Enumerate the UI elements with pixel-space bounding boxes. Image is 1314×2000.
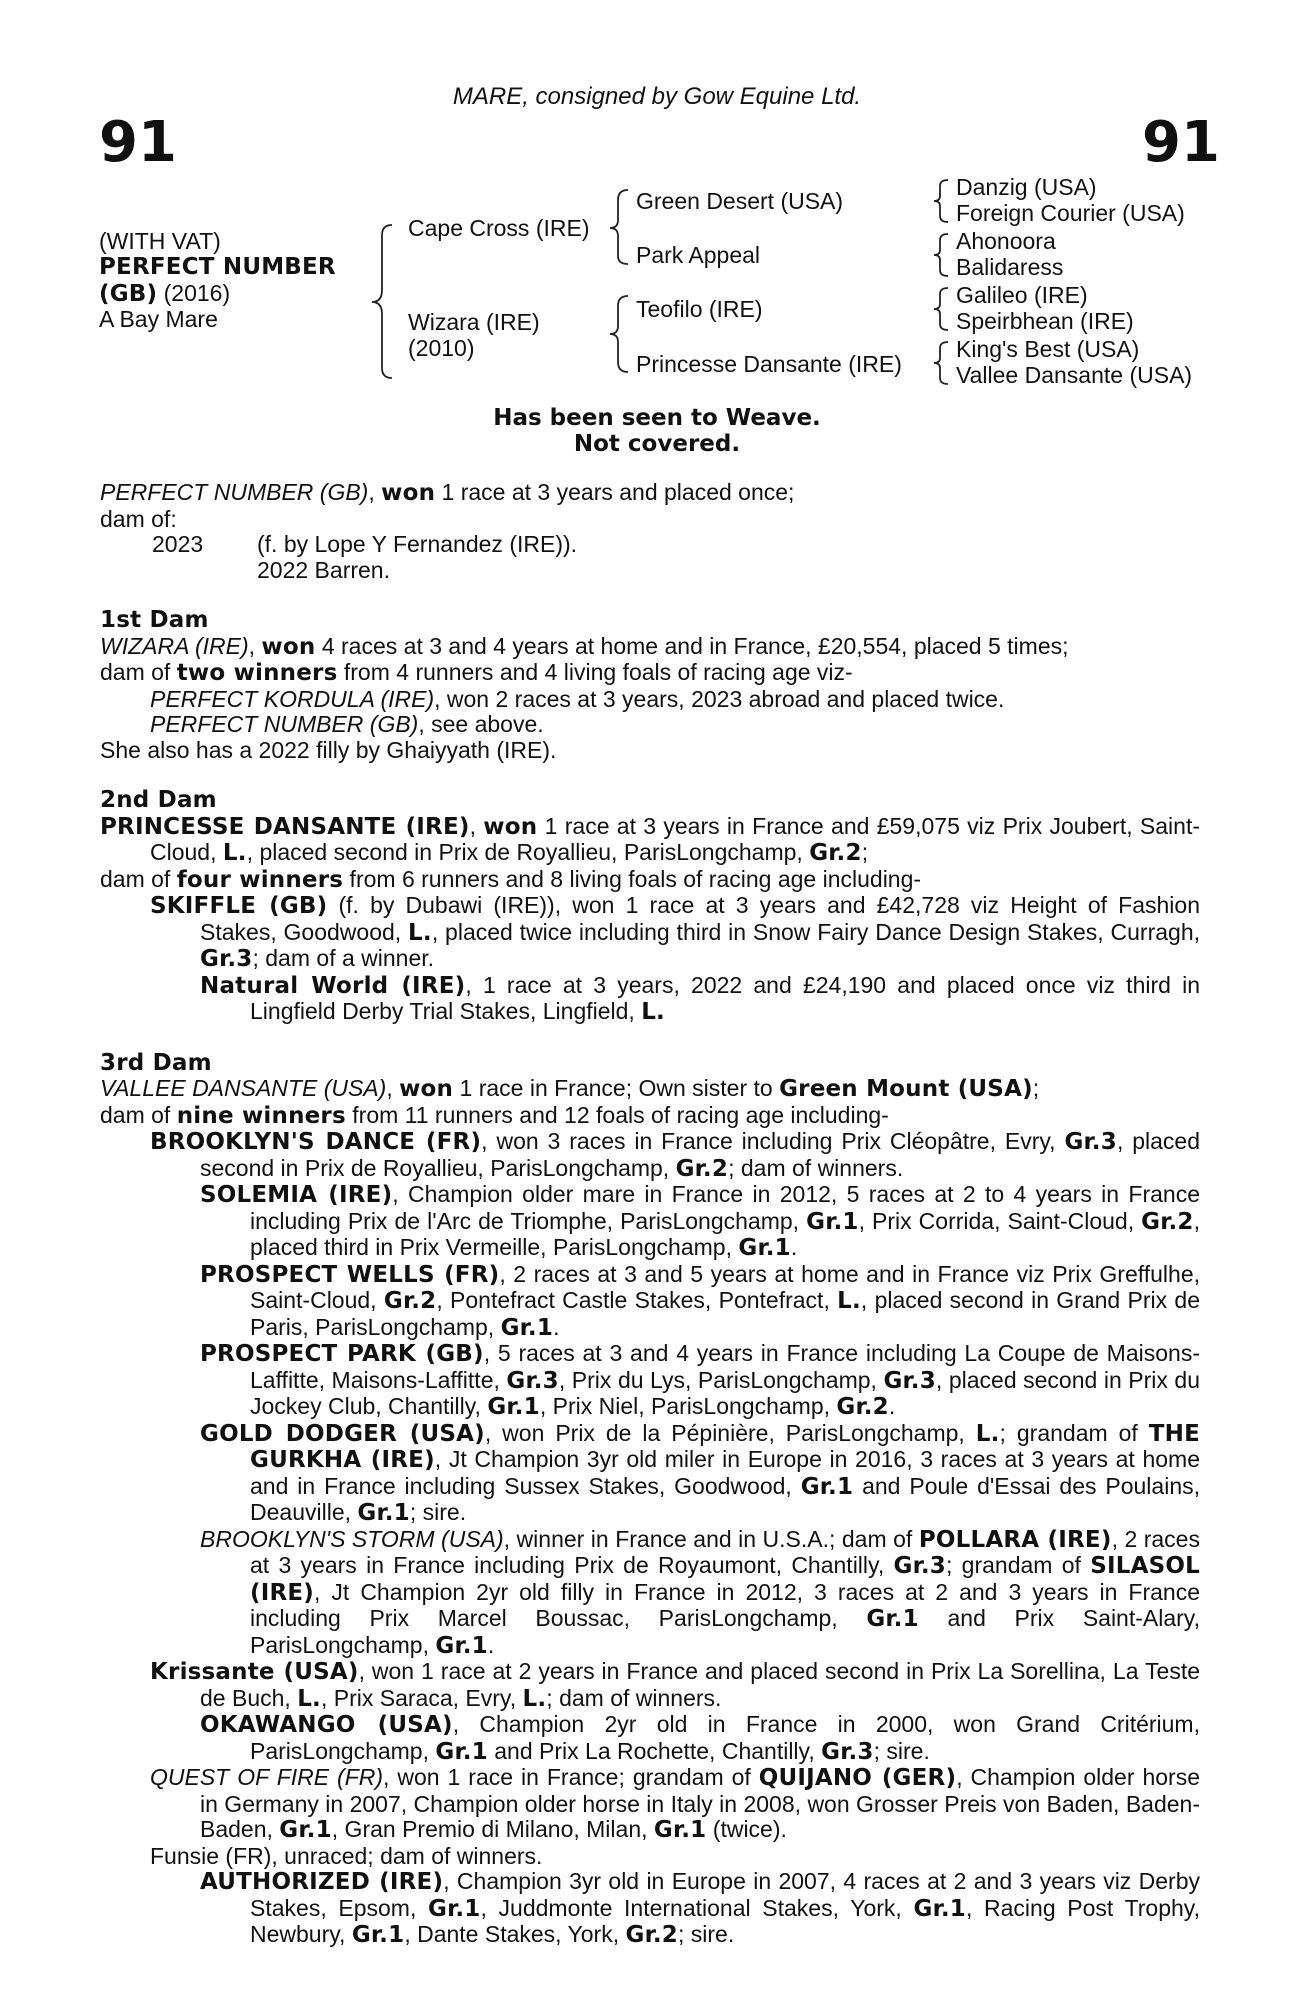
pp-gr1: Gr.1	[487, 1394, 540, 1420]
first-dam-progeny-2	[100, 712, 1200, 738]
first-dam-dam-post: from 4 runners and 4 living foals of racing age viz-	[337, 659, 853, 685]
horse-year: (2016)	[157, 280, 231, 306]
au-text-2: , Juddmonte International Stakes, York,	[480, 1894, 914, 1921]
pedigree-sire: Cape Cross (IRE)	[408, 215, 590, 241]
gold-dodger-name: GOLD DODGER (USA)	[200, 1420, 485, 1447]
pedigree-dam-year: (2010)	[408, 335, 475, 361]
pw-gr1: Gr.1	[500, 1314, 554, 1341]
pp-text-3: , placed second in Prix du Jockey Club, Chantilly,	[250, 1366, 1200, 1419]
skiffle-gr3: Gr.3	[200, 946, 253, 972]
so-gr1b: Gr.1	[738, 1235, 791, 1261]
second-dam-listed: L.	[222, 840, 247, 866]
pp-gr3: Gr.3	[506, 1367, 559, 1394]
second-dam-dam-pre: dam of	[100, 865, 177, 892]
third-dam-r1: 1 race in France; Own sister to	[453, 1075, 780, 1101]
bs-gr1: Gr.1	[866, 1606, 919, 1632]
vat-label: (WITH VAT)	[99, 228, 221, 254]
skiffle-s2: , placed twice including third in Snow Fairy Dance Design Stakes, Curragh,	[431, 918, 1200, 945]
qf-text-3: , Gran Premio di Milano, Milan,	[331, 1816, 654, 1842]
produce-foal	[100, 532, 1200, 558]
bs-text-6: .	[487, 1631, 495, 1658]
horse-origin: (GB)	[99, 281, 158, 307]
first-dam-dam-pre: dam of	[100, 659, 177, 685]
pp-text-4: , Prix Niel, ParisLongchamp,	[539, 1393, 837, 1419]
pw-gr2: Gr.2	[383, 1288, 437, 1314]
bs-text-2: , 2 races at 3 years in France including Prix de Royaumont, Chantilly,	[250, 1525, 1200, 1578]
ok-text-3: ; sire.	[873, 1737, 930, 1764]
so-text-4: .	[790, 1234, 798, 1260]
pedigree-g5: Galileo (IRE)	[956, 282, 1088, 308]
bs-text-3: ; grandam of	[946, 1552, 1091, 1578]
third-dam-winners: nine winners	[176, 1102, 346, 1129]
produce-barren: 2022 Barren.	[257, 556, 390, 583]
progeny-2-rest: , see above.	[418, 711, 544, 737]
pp-text-2: , Prix du Lys, ParisLongchamp,	[558, 1366, 884, 1393]
qf-text-2: , Champion older horse in Germany in 2007, Champion older horse in Italy in 2008, won Grosser Preis von Baden, Baden-Baden,	[200, 1764, 1200, 1842]
consignment-line: MARE, consigned by Gow Equine Ltd.	[452, 83, 862, 110]
bs-gr3: Gr.3	[893, 1553, 946, 1579]
bd-gr3: Gr.3	[1064, 1129, 1117, 1155]
third-dam-dam-post: from 11 runners and 12 foals of racing age including-	[345, 1101, 889, 1128]
kr-text-2: , Prix Saraca, Evry,	[320, 1684, 523, 1711]
progeny-2-name: PERFECT NUMBER (GB)	[150, 711, 419, 737]
krissante-entry	[100, 1659, 1200, 1712]
bs-text-4: , Jt Champion 2yr old filly in France in 2012, 3 races at 2 and 3 years in France including Prix Marcel Boussac, ParisLongchamp,	[250, 1578, 1200, 1631]
gd-text-5: ; sire.	[409, 1499, 467, 1525]
note-weave: Has been seen to Weave.	[493, 405, 821, 431]
so-text-1: , Champion older mare in France in 2012, 5 races at 2 to 4 years in France including Prix de l'Arc de Triomphe, ParisLongchamp,	[250, 1181, 1200, 1234]
authorized-entry	[100, 1869, 1200, 1949]
second-dam-produce-summary	[100, 867, 1200, 894]
produce-year: 2023	[152, 531, 204, 557]
gold-dodger-entry	[100, 1421, 1200, 1527]
pp-gr3b: Gr.3	[883, 1367, 936, 1394]
natural-world-name: Natural World (IRE)	[200, 972, 466, 999]
pedigree-g1: Danzig (USA)	[956, 174, 1097, 200]
natural-world-listed: L.	[641, 999, 665, 1025]
gd-listed: L.	[975, 1420, 1000, 1447]
produce-record: PERFECT NUMBER (GB), won 1 race at 3 years and placed once;	[100, 479, 795, 506]
quest-of-fire-name: QUEST OF FIRE (FR)	[150, 1764, 384, 1790]
natural-world-entry	[100, 973, 1200, 1026]
produce-won: won	[381, 480, 436, 506]
third-dam-sister: Green Mount (USA)	[779, 1076, 1033, 1102]
third-dam-record: VALLEE DANSANTE (USA), won 1 race in France; Own sister to Green Mount (USA);	[100, 1075, 1040, 1102]
third-dam-r2: ;	[1032, 1075, 1040, 1101]
progeny-1-name: PERFECT KORDULA (IRE)	[150, 685, 435, 712]
qf-gr1b: Gr.1	[653, 1817, 707, 1843]
second-dam-heading: 2nd Dam	[100, 787, 217, 813]
solemia-name: SOLEMIA (IRE)	[200, 1182, 393, 1208]
skiffle-s1: (f. by Dubawi (IRE)), won 1 race at 3 years and £42,728 viz Height of Fashion Stakes, Goodwood,	[200, 892, 1200, 945]
bd-text-2: , placed second in Prix de Royallieu, ParisLongchamp,	[200, 1128, 1201, 1181]
first-dam-produce-summary	[100, 660, 1200, 687]
ok-text-1: , Champion 2yr old in France in 2000, won Grand Critérium, ParisLongchamp,	[250, 1711, 1200, 1764]
au-gr1: Gr.1	[428, 1895, 481, 1922]
skiffle-s3: ; dam of a winner.	[252, 945, 435, 971]
qf-text-4: (twice).	[706, 1816, 787, 1842]
solemia-entry	[100, 1182, 1200, 1262]
skiffle-listed: L.	[408, 919, 432, 946]
bs-text-5: and Prix Saint-Alary, ParisLongchamp,	[250, 1605, 1200, 1658]
note-not-covered: Not covered.	[573, 430, 741, 457]
bs-gr1b: Gr.1	[435, 1632, 488, 1659]
gd-gr1: Gr.1	[800, 1473, 854, 1500]
the-gurkha-name: THE GURKHA (IRE)	[250, 1420, 1200, 1473]
second-dam-name: PRINCESSE DANSANTE (IRE)	[100, 813, 470, 840]
pedigree-dam-dam: Princesse Dansante (IRE)	[636, 351, 902, 377]
kr-listed-2: L.	[522, 1685, 547, 1712]
qf-gr1: Gr.1	[279, 1817, 332, 1843]
au-text-5: ; sire.	[677, 1921, 735, 1947]
prospect-wells-name: PROSPECT WELLS (FR)	[200, 1261, 500, 1288]
second-dam-winners: four winners	[176, 866, 344, 893]
second-dam-r2: , placed second in Prix de Royallieu, ParisLongchamp,	[246, 839, 810, 865]
bd-text-1: , won 3 races in France including Prix Cléopâtre, Evry,	[481, 1128, 1065, 1154]
ok-text-2: and Prix La Rochette, Chantilly,	[487, 1737, 822, 1764]
progeny-1-rest: , won 2 races at 3 years, 2023 abroad and placed twice.	[434, 685, 1005, 712]
pedigree-g8: Vallee Dansante (USA)	[956, 362, 1193, 388]
third-dam-heading: 3rd Dam	[100, 1049, 212, 1076]
gd-text-3: , Jt Champion 3yr old miler in Europe in 2016, 3 races at 3 years at home and in France including Sussex Stakes, Goodwood,	[250, 1446, 1200, 1499]
first-dam-winners: two winners	[176, 660, 338, 686]
so-gr1: Gr.1	[806, 1208, 859, 1235]
pedigree-g7: King's Best (USA)	[956, 336, 1140, 362]
produce-foal-detail: (f. by Lope Y Fernandez (IRE)).	[257, 531, 578, 557]
brooklyns-storm-entry	[100, 1527, 1200, 1660]
catalogue-body	[100, 480, 1200, 1949]
okawango-name: OKAWANGO (USA)	[200, 1712, 453, 1738]
gd-text-2: ; grandam of	[999, 1419, 1149, 1446]
so-gr2: Gr.2	[1141, 1208, 1194, 1235]
bd-gr2: Gr.2	[675, 1155, 729, 1182]
first-dam-won: won	[261, 633, 316, 660]
skiffle-name: SKIFFLE (GB)	[150, 893, 328, 919]
pw-text-1: , 2 races at 3 and 5 years at home and in France viz Prix Greffulhe, Saint-Cloud,	[250, 1260, 1200, 1313]
produce-rest: 1 race at 3 years and placed once;	[435, 479, 795, 505]
first-dam-progeny-1	[100, 687, 1200, 713]
kr-listed: L.	[297, 1685, 321, 1712]
kr-text-1: , won 1 race at 2 years in France and placed second in Prix La Sorellina, La Teste de Buch,	[200, 1658, 1200, 1711]
pedigree-dam: Wizara (IRE)	[408, 309, 540, 335]
second-dam-r3: ;	[861, 839, 869, 865]
au-gr1b: Gr.1	[913, 1895, 966, 1922]
au-gr2: Gr.2	[625, 1922, 678, 1948]
au-text-1: , Champion 3yr old in Europe in 2007, 4 races at 2 and 3 years viz Derby Stakes, Epsom,	[250, 1868, 1201, 1921]
second-dam-gr2: Gr.2	[809, 840, 862, 866]
okawango-entry	[100, 1712, 1200, 1765]
first-dam-name: WIZARA (IRE)	[100, 632, 249, 659]
first-dam-record-text: 4 races at 3 and 4 years at home and in France, £20,554, placed 5 times;	[315, 632, 1069, 659]
kr-text-3: ; dam of winners.	[546, 1684, 722, 1711]
pp-text-1: , 5 races at 3 and 4 years in France including La Coupe de Maisons-Laffitte, Maisons-Laffitte,	[250, 1340, 1200, 1393]
pedigree-sire-dam: Park Appeal	[636, 242, 761, 268]
pw-text-4: .	[553, 1313, 560, 1340]
second-dam-record: PRINCESSE DANSANTE (IRE), won 1 race at 3 years in France and £59,075 viz Prix Joubert, Saint-Cloud, L., placed second in Prix de Royallieu, ParisLongchamp, Gr.2;	[100, 812, 1201, 866]
ok-gr3: Gr.3	[821, 1738, 874, 1765]
third-dam-dam-pre: dam of	[100, 1101, 177, 1128]
bs-text-1: , winner in France and in U.S.A.; dam of	[503, 1525, 919, 1552]
krissante-name: Krissante (USA)	[150, 1659, 359, 1685]
horse-name: PERFECT NUMBER	[99, 254, 336, 280]
au-gr1c: Gr.1	[351, 1922, 405, 1948]
prospect-wells-entry	[100, 1262, 1200, 1342]
pedigree-dam-sire: Teofilo (IRE)	[636, 296, 763, 322]
prospect-park-name: PROSPECT PARK (GB)	[200, 1341, 484, 1367]
gd-text-4: and Poule d'Essai des Poulains, Deauville,	[250, 1472, 1200, 1525]
so-text-2: , Prix Corrida, Saint-Cloud,	[858, 1207, 1142, 1234]
horse-description: A Bay Mare	[99, 306, 218, 332]
pollara-name: POLLARA (IRE)	[918, 1526, 1112, 1553]
first-dam-heading: 1st Dam	[100, 607, 209, 633]
third-dam-produce-summary	[100, 1103, 1200, 1130]
pedigree-g4: Balidaress	[956, 254, 1064, 280]
natural-world-n1: , 1 race at 3 years, 2022 and £24,190 and placed once viz third in Lingfield Derby Trial Stakes, Lingfield,	[250, 971, 1201, 1024]
pedigree-g3: Ahonoora	[956, 228, 1056, 254]
pedigree-sire-sire: Green Desert (USA)	[636, 188, 844, 214]
third-dam-won: won	[399, 1076, 454, 1102]
authorized-name: AUTHORIZED (IRE)	[200, 1869, 444, 1895]
silasol-name: SILASOL (IRE)	[250, 1553, 1200, 1606]
brooklyns-dance-name: BROOKLYN'S DANCE (FR)	[150, 1129, 482, 1155]
au-text-4: , Dante Stakes, York,	[404, 1921, 626, 1947]
ok-gr1: Gr.1	[435, 1738, 488, 1765]
gd-gr1b: Gr.1	[357, 1500, 410, 1526]
second-dam-dam-post: from 6 runners and 8 living foals of racing age including-	[343, 865, 922, 892]
qf-text-1: , won 1 race in France; grandam of	[383, 1764, 759, 1790]
brooklyns-storm-name: BROOKLYN'S STORM (USA)	[200, 1525, 504, 1552]
produce-dam-of: dam of:	[100, 505, 177, 532]
lot-number-left: 91	[99, 110, 177, 175]
so-text-3: , placed third in Prix Vermeille, ParisLongchamp,	[250, 1207, 1200, 1260]
second-dam-r1: 1 race at 3 years in France and £59,075 viz Prix Joubert, Saint-Cloud,	[150, 812, 1201, 865]
pw-listed: L.	[837, 1288, 861, 1314]
quijano-name: QUIJANO (GER)	[758, 1765, 957, 1791]
skiffle-entry	[100, 893, 1200, 973]
prospect-park-entry	[100, 1341, 1200, 1421]
gd-text-1: , won Prix de la Pépinière, ParisLongchamp,	[484, 1419, 976, 1446]
bd-text-3: ; dam of winners.	[728, 1154, 904, 1181]
pedigree-g6: Speirbhean (IRE)	[956, 308, 1134, 334]
first-dam-record: WIZARA (IRE), won 4 races at 3 and 4 years at home and in France, £20,554, placed 5 times;	[100, 632, 1069, 660]
pw-text-2: , Pontefract Castle Stakes, Pontefract,	[436, 1287, 838, 1313]
lot-number-right: 91	[1142, 110, 1220, 175]
pedigree-g2: Foreign Courier (USA)	[956, 200, 1185, 226]
first-dam-also: She also has a 2022 filly by Ghaiyyath (IRE).	[100, 736, 557, 763]
funsie-entry: Funsie (FR), unraced; dam of winners.	[150, 1842, 543, 1869]
second-dam-won: won	[483, 813, 538, 840]
pw-text-3: , placed second in Grand Prix de Paris, ParisLongchamp,	[250, 1287, 1200, 1340]
pp-text-5: .	[888, 1393, 896, 1419]
produce-name: PERFECT NUMBER (GB)	[100, 479, 369, 505]
sale-notes	[0, 406, 1314, 457]
brooklyns-dance-entry	[100, 1129, 1200, 1182]
au-text-3: , Racing Post Trophy, Newbury,	[250, 1894, 1200, 1947]
pp-gr2: Gr.2	[836, 1394, 889, 1420]
quest-of-fire-entry	[100, 1765, 1200, 1844]
third-dam-name: VALLEE DANSANTE (USA)	[100, 1075, 387, 1101]
